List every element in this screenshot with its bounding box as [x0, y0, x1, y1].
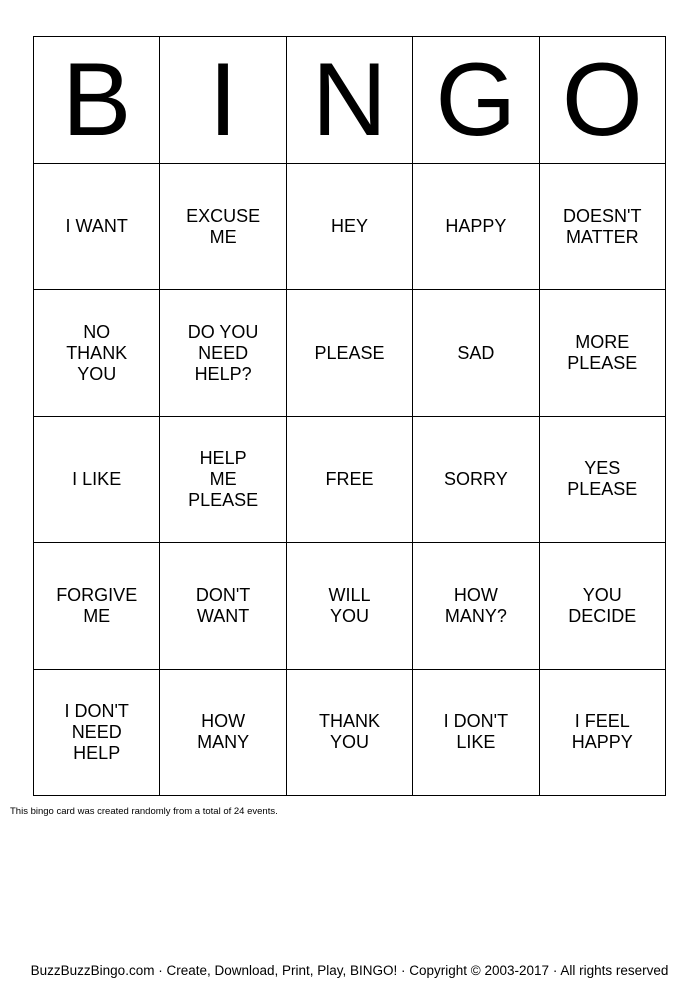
- bingo-cell-text: YOU DECIDE: [568, 584, 637, 626]
- bingo-cell-text: DON'T WANT: [195, 584, 251, 626]
- bingo-cell-text: PLEASE: [314, 342, 385, 363]
- bingo-cell-text: WILL YOU: [328, 584, 371, 626]
- bingo-cell: [539, 164, 665, 290]
- bingo-cell: [286, 416, 412, 542]
- bingo-row: [34, 669, 666, 795]
- bingo-cell: [34, 416, 160, 542]
- bingo-header-letter: G: [413, 37, 539, 164]
- bingo-cell: [539, 543, 665, 669]
- bingo-cell: [413, 669, 539, 795]
- bingo-cell: [539, 416, 665, 542]
- bingo-cell-text: SORRY: [444, 468, 508, 489]
- bingo-row: [34, 543, 666, 669]
- bingo-cell-text: FREE: [325, 468, 374, 489]
- bingo-cell-text: MORE PLEASE: [567, 332, 638, 374]
- bingo-cell: [539, 290, 665, 416]
- bingo-cell-text: NO THANK YOU: [66, 321, 128, 384]
- footer-credits: BuzzBuzzBingo.com · Create, Download, Print, Play, BINGO! · Copyright © 2003-2017 · All rights reserved: [30, 963, 669, 978]
- bingo-cell-text: DO YOU NEED HELP?: [187, 321, 259, 384]
- bingo-cell: [34, 290, 160, 416]
- bingo-cell: [160, 543, 286, 669]
- bingo-cell: [34, 543, 160, 669]
- bingo-cell: [160, 416, 286, 542]
- bingo-cell: [286, 543, 412, 669]
- bingo-cell-text: SAD: [457, 342, 495, 363]
- bingo-cell-text: I WANT: [65, 216, 128, 237]
- bingo-cell-text: HOW MANY: [197, 711, 250, 753]
- bingo-cell: [160, 164, 286, 290]
- bingo-cell-text: I LIKE: [72, 468, 122, 489]
- bingo-cell: [34, 164, 160, 290]
- bingo-cell: [286, 164, 412, 290]
- bingo-cell: [160, 290, 286, 416]
- bingo-cell: [413, 164, 539, 290]
- bingo-cell-text: DOESN'T MATTER: [563, 205, 642, 247]
- bingo-cell-text: EXCUSE ME: [186, 205, 261, 247]
- bingo-header-letter: B: [34, 37, 160, 164]
- bingo-row: [34, 416, 666, 542]
- bingo-cell-text: THANK YOU: [318, 711, 380, 753]
- bingo-cell-text: YES PLEASE: [567, 458, 638, 500]
- bingo-cell: [413, 416, 539, 542]
- bingo-cell: [413, 290, 539, 416]
- bingo-header-letter: N: [286, 37, 412, 164]
- bingo-cell: [160, 669, 286, 795]
- bingo-cell-text: FORGIVE ME: [56, 584, 138, 626]
- bingo-row: [34, 164, 666, 290]
- bingo-cell-text: HOW MANY?: [444, 584, 507, 626]
- bingo-cell: [539, 669, 665, 795]
- bingo-cell-text: I FEEL HAPPY: [571, 711, 633, 753]
- bingo-cell: [286, 669, 412, 795]
- bingo-cell-text: HAPPY: [445, 216, 507, 237]
- bingo-card: [33, 36, 666, 796]
- bingo-row: [34, 290, 666, 416]
- bingo-cell-text: I DON'T LIKE: [443, 711, 509, 753]
- bingo-cell-text: HELP ME PLEASE: [188, 447, 259, 510]
- generation-note: This bingo card was created randomly from a total of 24 events.: [10, 806, 278, 817]
- bingo-header-row: [34, 37, 666, 164]
- bingo-cell-text: I DON'T NEED HELP: [64, 700, 129, 763]
- bingo-cell: [34, 669, 160, 795]
- bingo-cell: [286, 290, 412, 416]
- bingo-header-letter: I: [160, 37, 286, 164]
- bingo-cell-text: HEY: [330, 216, 368, 237]
- bingo-cell: [413, 543, 539, 669]
- bingo-header-letter: O: [539, 37, 665, 164]
